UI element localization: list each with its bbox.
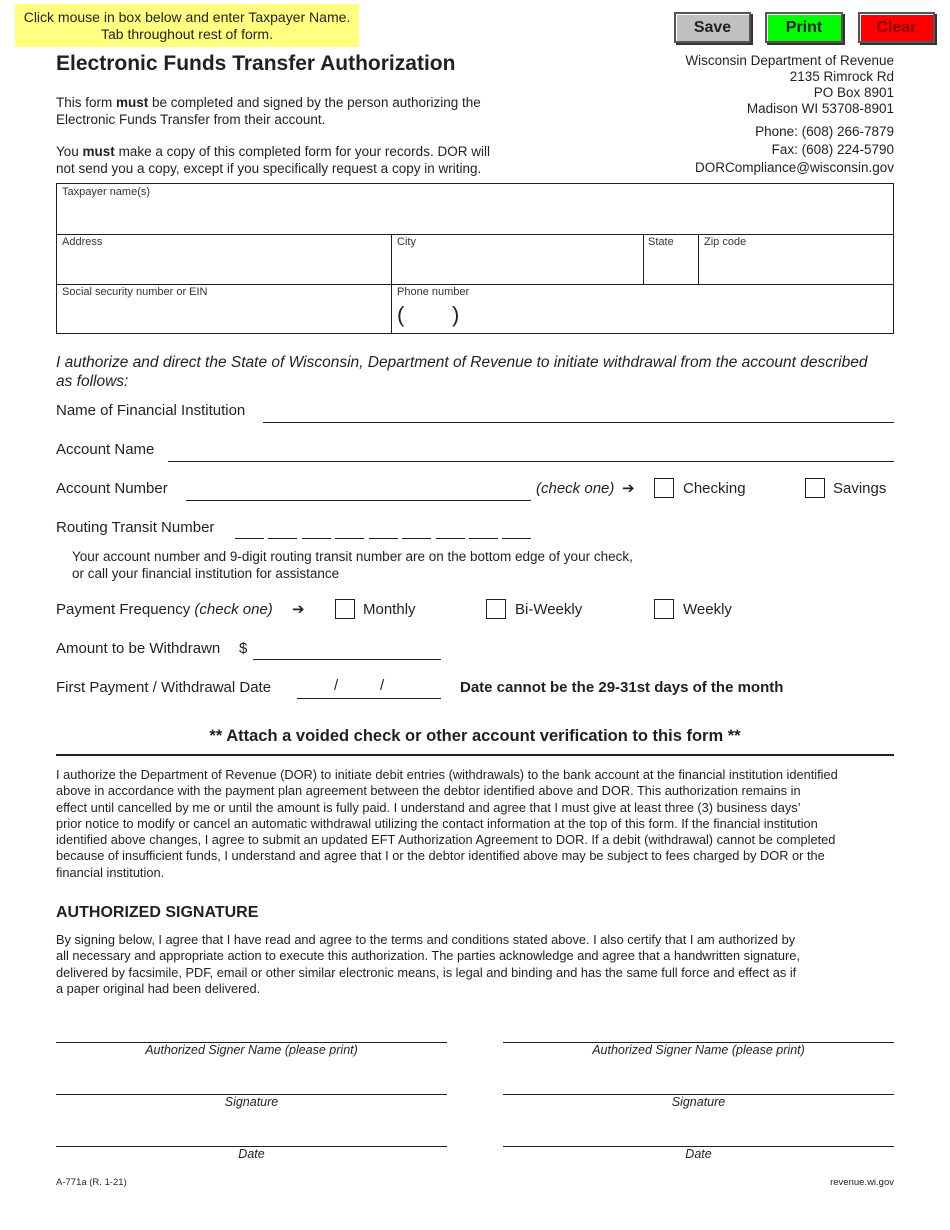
signature-heading: AUTHORIZED SIGNATURE: [56, 904, 259, 921]
date-caption-1: Date: [238, 1147, 265, 1161]
frequency-text: Payment Frequency: [56, 601, 195, 618]
terms-line: because of insufficient funds, I understand and agree that I or the debtor identified above may be subject to fees charged by DOR or the: [56, 848, 825, 864]
terms-line: effect until cancelled by me or until the amount is fully paid. I understand and agree that I must give at least three (3) business days’: [56, 799, 801, 815]
date-slash: /: [380, 677, 385, 694]
weekly-label: Weekly: [683, 601, 732, 618]
terms-paragraph: [56, 767, 906, 881]
taxpayer-name-label: Taxpayer name(s): [62, 186, 151, 198]
agency-contact: [695, 123, 894, 177]
first-date-input[interactable]: [297, 698, 441, 699]
routing-note-line: or call your financial institution for assistance: [72, 566, 340, 581]
terms-line: above in accordance with the payment plan agreement between the debtor identified above and DOR. This authorization remains in: [56, 783, 801, 799]
agency-address: [685, 53, 894, 117]
intro-paragraph-1: [56, 94, 481, 128]
state-input[interactable]: [646, 250, 696, 282]
address-input[interactable]: [59, 250, 389, 282]
intro-text: make a copy of this completed form for your records. DOR will: [114, 144, 490, 159]
institution-label: Name of Financial Institution: [56, 402, 246, 419]
routing-digit-line: [268, 538, 297, 539]
divider: [698, 234, 699, 284]
account-name-input[interactable]: [168, 461, 894, 462]
account-number-input[interactable]: [186, 500, 531, 501]
intro-text: Electronic Funds Transfer from their account.: [56, 112, 326, 127]
divider: [643, 234, 644, 284]
weekly-checkbox[interactable]: [654, 599, 674, 619]
signature-text-line: delivered by facsimile, PDF, email or other similar electronic means, is legal and binding and has the same full force and effect as if: [56, 964, 797, 980]
zip-label: Zip code: [704, 236, 747, 248]
website: revenue.wi.gov: [830, 1177, 894, 1188]
phone-close-paren: ): [452, 302, 460, 327]
agency-city: Madison WI 53708-8901: [746, 101, 894, 116]
authorize-statement: [56, 353, 867, 391]
intro-text: You: [56, 144, 83, 159]
checking-label: Checking: [683, 480, 746, 497]
signature-text-line: a paper original had been delivered.: [56, 980, 261, 996]
routing-digit-line: [502, 538, 531, 539]
arrow-right-icon: ➔: [622, 480, 635, 497]
intro-emphasis: must: [82, 144, 115, 159]
divider: [391, 234, 392, 333]
instruction-hint: [15, 4, 359, 47]
savings-checkbox[interactable]: [805, 478, 825, 498]
amount-input[interactable]: [253, 659, 441, 660]
signature-paragraph: [56, 932, 906, 997]
monthly-checkbox[interactable]: [335, 599, 355, 619]
amount-label: Amount to be Withdrawn: [56, 640, 221, 657]
form-id: A-771a (R. 1-21): [56, 1177, 127, 1188]
phone-open-paren: (: [397, 302, 405, 327]
terms-line: I authorize the Department of Revenue (DOR) to initiate debit entries (withdrawals) to the bank account at the financial institution identified: [56, 767, 838, 782]
arrow-right-icon: ➔: [292, 601, 305, 618]
check-one-label: (check one): [536, 480, 615, 497]
signature-caption-2: Signature: [671, 1095, 726, 1109]
frequency-check-one: (check one): [194, 601, 273, 618]
first-date-label: First Payment / Withdrawal Date: [56, 679, 272, 696]
institution-input[interactable]: [263, 422, 894, 423]
intro-paragraph-2: [56, 143, 490, 177]
print-button[interactable]: Print: [765, 12, 843, 43]
agency-fax: Fax: (608) 224-5790: [771, 142, 894, 157]
agency-street: 2135 Rimrock Rd: [789, 69, 894, 84]
account-name-label: Account Name: [56, 441, 155, 458]
terms-line: identified above changes, I agree to submit an updated EFT Authorization Agreement to DOR. If a debit (withdrawal) cannot be completed: [56, 832, 836, 848]
biweekly-checkbox[interactable]: [486, 599, 506, 619]
hint-line-2: Tab throughout rest of form.: [101, 26, 273, 42]
city-input[interactable]: [394, 250, 641, 282]
section-divider: [56, 754, 894, 756]
signer-name-caption-2: Authorized Signer Name (please print): [592, 1043, 805, 1057]
date-slash: /: [334, 677, 339, 694]
save-button[interactable]: Save: [674, 12, 751, 43]
address-label: Address: [62, 236, 103, 248]
signature-text-line: all necessary and appropriate action to execute this authorization. The parties acknowledge and agree that a handwritten signature,: [56, 948, 800, 964]
signature-caption-1: Signature: [224, 1095, 279, 1109]
dollar-sign: $: [239, 640, 248, 657]
page-title: Electronic Funds Transfer Authorization: [56, 52, 456, 75]
routing-digit-line: [402, 538, 431, 539]
zip-input[interactable]: [701, 250, 891, 282]
routing-note: [72, 548, 633, 582]
attach-notice: ** Attach a voided check or other account verification to this form **: [209, 727, 741, 745]
date-caption-2: Date: [685, 1147, 712, 1161]
hint-line-1: Click mouse in box below and enter Taxpayer Name.: [23, 9, 351, 25]
ssn-input[interactable]: [59, 300, 389, 332]
routing-digit-line: [436, 538, 465, 539]
state-label: State: [648, 236, 674, 248]
signer-name-caption-1: Authorized Signer Name (please print): [145, 1043, 358, 1057]
phone-label: Phone number: [397, 286, 470, 298]
frequency-label: [56, 601, 273, 618]
routing-digit-line: [335, 538, 364, 539]
terms-line: prior notice to modify or cancel an automatic withdrawal utilizing the contact information at the top of this form. If the financial institution: [56, 815, 818, 831]
agency-email: DORCompliance@wisconsin.gov: [694, 160, 894, 175]
account-number-label: Account Number: [56, 480, 168, 497]
routing-digit-line: [302, 538, 331, 539]
taxpayer-name-input[interactable]: [59, 200, 891, 232]
routing-note-line: Your account number and 9-digit routing transit number are on the bottom edge of your check,: [72, 549, 633, 564]
savings-label: Savings: [833, 480, 887, 497]
ssn-label: Social security number or EIN: [62, 286, 208, 298]
terms-line: financial institution.: [56, 864, 165, 880]
divider: [57, 234, 893, 235]
agency-phone: Phone: (608) 266-7879: [755, 124, 894, 139]
city-label: City: [397, 236, 416, 248]
authorize-line: as follows:: [56, 373, 129, 390]
signature-text-line: By signing below, I agree that I have read and agree to the terms and conditions stated above. I also certify that I am authorized by: [56, 932, 796, 947]
intro-text: not send you a copy, except if you specifically request a copy in writing.: [56, 161, 482, 176]
taxpayer-info-box: [56, 183, 894, 334]
routing-digit-line: [469, 538, 498, 539]
routing-digit-line: [369, 538, 398, 539]
monthly-label: Monthly: [363, 601, 416, 618]
date-note: Date cannot be the 29-31st days of the month: [460, 679, 784, 696]
agency-po-box: PO Box 8901: [813, 85, 894, 100]
intro-text: This form: [56, 95, 117, 110]
biweekly-label: Bi-Weekly: [515, 601, 583, 618]
routing-label: Routing Transit Number: [56, 519, 215, 536]
intro-text: be completed and signed by the person authorizing the: [148, 95, 481, 110]
authorize-line: I authorize and direct the State of Wisconsin, Department of Revenue to initiate withdrawal from the account described: [56, 354, 868, 371]
checking-checkbox[interactable]: [654, 478, 674, 498]
clear-button[interactable]: Clear: [858, 12, 935, 43]
intro-emphasis: must: [116, 95, 149, 110]
agency-name: Wisconsin Department of Revenue: [685, 53, 894, 68]
phone-input[interactable]: [394, 300, 891, 332]
divider: [57, 284, 893, 285]
routing-digit-line: [235, 538, 264, 539]
